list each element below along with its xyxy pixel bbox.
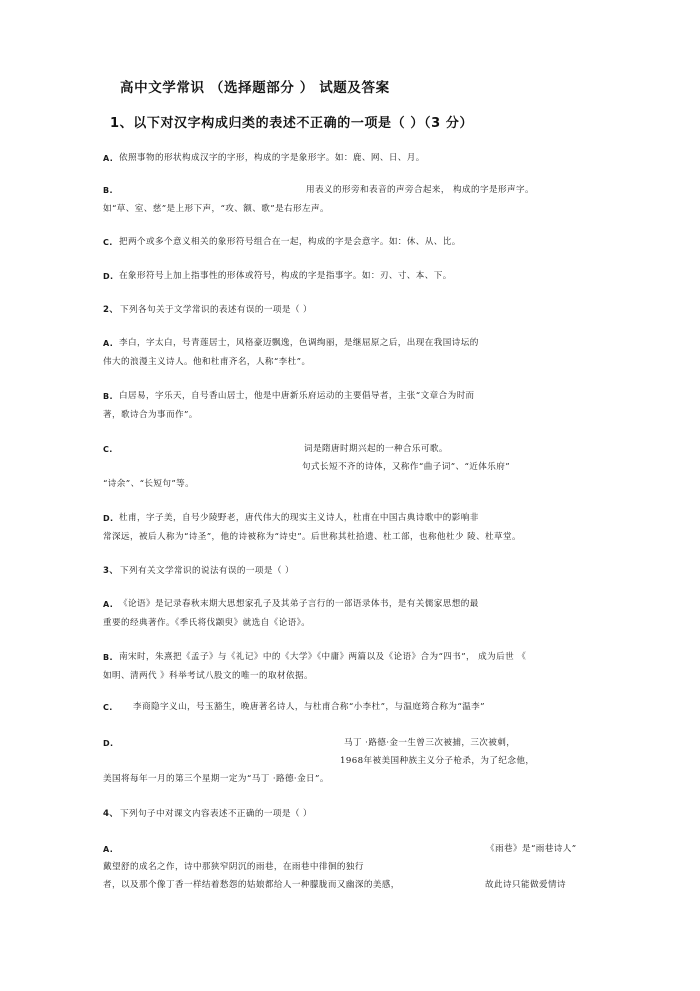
question-4-stem: 下列句子中对课文内容表述不正确的一项是（ ） <box>120 809 313 819</box>
q3-option-a-label: A. <box>103 600 114 609</box>
q2-option-a-text-2: 伟大的浪漫主义诗人。他和杜甫齐名，人称“李杜”。 <box>103 357 311 367</box>
question-3-stem: 下列有关文学常识的说法有误的一项是（ ） <box>120 566 295 576</box>
q1-option-c-text: 把两个或多个意义相关的象形符号组合在一起，构成的字是会意字。如：休、从、比。 <box>119 237 461 247</box>
page-title: 高中文学常识 （选择题部分 ） 试题及答案 <box>120 80 390 96</box>
q1-option-d-label: D. <box>103 272 114 281</box>
q1-option-b-label: B. <box>103 186 113 195</box>
question-2-number: 2、 <box>103 305 119 315</box>
q1-option-b-text-1: 用表义的形旁和表音的声旁合起来， 构成的字是形声字。 <box>306 185 534 195</box>
q2-option-d-text-1: 杜甫，字子美，自号少陵野老，唐代伟大的现实主义诗人，杜甫在中国古典诗歌中的影响非 <box>119 513 479 523</box>
q3-option-c-text: 李商隐字义山，号玉豁生，晚唐著名诗人，与杜甫合称“小李杜”，与温庭筠合称为“温李” <box>133 702 485 712</box>
q2-option-c-text-3: “诗余”、“长短句”等。 <box>103 479 195 489</box>
q4-option-a-text-2: 戴望舒的成名之作，诗中那狭窄阴沉的雨巷，在雨巷中徘徊的独行 <box>103 862 364 872</box>
question-2-stem: 下列各句关于文学常识的表述有误的一项是（ ） <box>120 305 313 315</box>
q3-option-d-text-2: 1968年被美国种族主义分子枪杀，为了纪念他， <box>340 756 535 766</box>
q2-option-d-text-2: 常深远，被后人称为“诗圣”，他的诗被称为“诗史”。后世称其杜拾遗、杜工部，也称他杜少 陵、杜草堂。 <box>103 532 522 542</box>
q2-option-d-label: D. <box>103 514 114 523</box>
q3-option-b-label: B. <box>103 653 113 662</box>
q1-option-a-label: A. <box>103 154 114 163</box>
q4-option-a-text-1: 《雨巷》是“雨巷诗人” <box>486 844 577 854</box>
q2-option-b-label: B. <box>103 392 113 401</box>
question-3-number: 3、 <box>103 566 119 576</box>
q2-option-c-text-2: 句式长短不齐的诗体，又称作“曲子词”、“近体乐府” <box>302 462 511 472</box>
question-1-heading: 1、以下对汉字构成归类的表述不正确的一项是（ ）（3 分） <box>110 116 474 131</box>
q2-option-b-text-1: 白居易，字乐天，自号香山居士，他是中唐新乐府运动的主要倡导者，主张“文章合为时而 <box>119 391 475 401</box>
q3-option-b-text-1: 南宋时，朱熹把《孟子》与《礼记》中的《大学》《中庸》两篇以及《论语》合为“四书”， 成为后世 《 <box>119 652 527 662</box>
q4-option-a-text-3: 者，以及那个像丁香一样结着愁怨的姑娘都给人一种朦胧而又幽深的美感， <box>103 880 400 890</box>
question-4-number: 4、 <box>103 809 119 819</box>
q2-option-c-text-1: 词是隋唐时期兴起的一种合乐可歌。 <box>304 444 448 454</box>
q3-option-d-text-3: 美国将每年一月的第三个星期一定为“马丁 ·路德·金日”。 <box>103 774 329 784</box>
q2-option-a-text-1: 李白，字太白，号青莲居士，风格豪迈飘逸，色调绚丽，是继屈原之后，出现在我国诗坛的 <box>119 338 479 348</box>
q1-option-b-text-2: 如“草、室、慈”是上形下声，“攻、额、歌”是右形左声。 <box>103 204 330 214</box>
q2-option-c-label: C. <box>103 445 113 454</box>
q3-option-a-text-1: 《论语》是记录春秋末期大思想家孔子及其弟子言行的一部语录体书，是有关儒家思想的最 <box>119 599 479 609</box>
q4-option-a-label: A. <box>103 845 114 854</box>
q3-option-b-text-2: 如明、清两代 》科举考试八股文的唯一的取材依据。 <box>103 671 313 681</box>
q1-option-c-label: C. <box>103 238 113 247</box>
q1-option-a-text: 依照事物的形状构成汉字的字形，构成的字是象形字。如：鹿、网、日、月。 <box>119 153 425 163</box>
q2-option-b-text-2: 著，歌诗合为事而作”。 <box>103 410 198 420</box>
q4-option-a-text-4: 故此诗只能做爱情诗 <box>485 880 566 890</box>
q1-option-d-text: 在象形符号上加上指事性的形体或符号，构成的字是指事字。如：刃、寸、本、下。 <box>119 271 452 281</box>
q3-option-a-text-2: 重要的经典著作。《季氏将伐颛臾》就选自《论语》。 <box>103 618 311 628</box>
q3-option-d-label: D. <box>103 739 114 748</box>
q3-option-c-label: C. <box>103 703 113 712</box>
q3-option-d-text-1: 马丁 ·路德·金一生曾三次被捕，三次被刺， <box>344 738 516 748</box>
q2-option-a-label: A. <box>103 339 114 348</box>
